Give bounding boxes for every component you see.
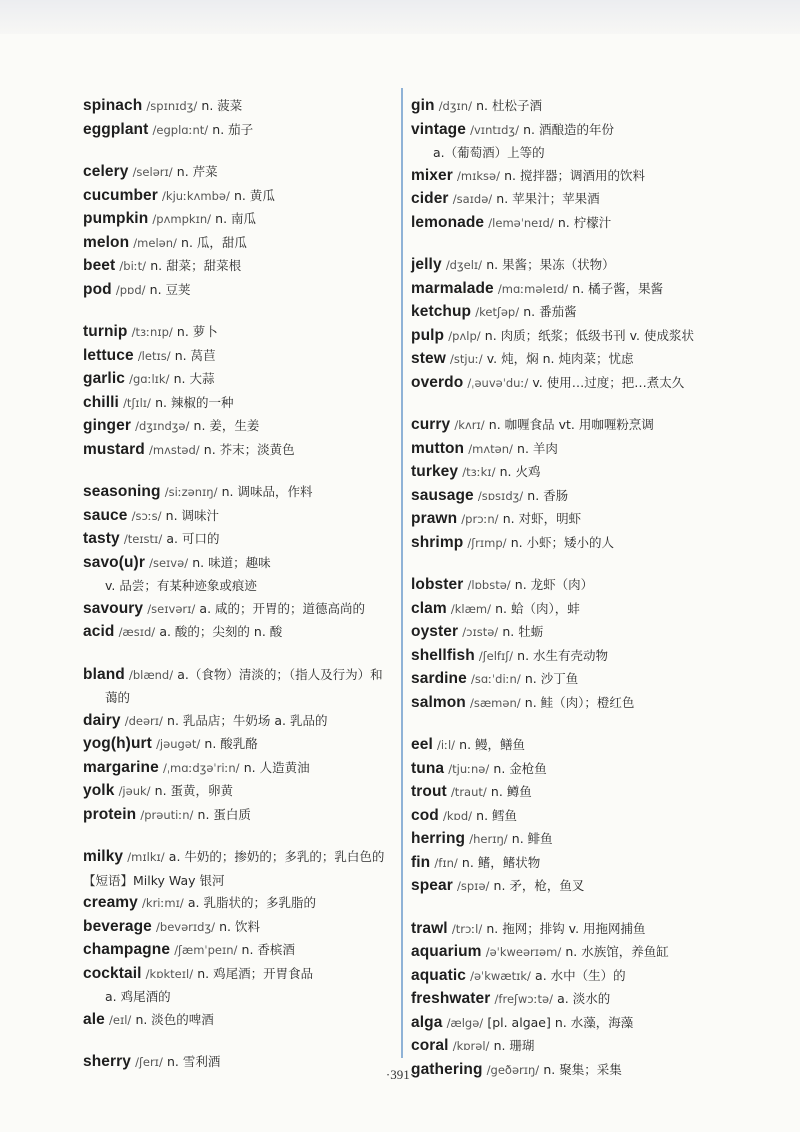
dictionary-entry (411, 692, 751, 716)
dictionary-entry (411, 438, 751, 462)
headword: salmon (411, 693, 466, 711)
dictionary-entry (411, 508, 751, 532)
phonetic: /tɜːnɪp/ (131, 325, 173, 339)
definition: a.（食物）清淡的；（指人及行为）和 (177, 666, 383, 682)
dictionary-entry (83, 95, 393, 119)
definition: n. 金枪鱼 (493, 760, 547, 776)
headword: savoury (83, 599, 144, 617)
dictionary-entry (411, 621, 751, 645)
definition: a. 乳脂状的；多乳脂的 (187, 895, 316, 910)
headword: ginger (83, 417, 131, 434)
headword: savo(u)r (83, 553, 145, 571)
headword: marmalade (411, 279, 494, 297)
headword: cucumber (83, 186, 158, 204)
headword: acid (83, 623, 115, 640)
dictionary-entry (83, 279, 393, 303)
headword: tasty (83, 530, 120, 547)
phonetic: /leməˈneɪd/ (488, 215, 554, 230)
phonetic: /ʃæmˈpeɪn/ (174, 943, 238, 957)
column-divider (401, 88, 403, 1058)
phonetic: /kɒd/ (443, 808, 473, 823)
dictionary-entry (83, 392, 393, 416)
headword: freshwater (411, 990, 491, 1007)
headword: milky (83, 848, 124, 865)
definition: n. 羊肉 (517, 440, 558, 456)
headword: ale (83, 1010, 105, 1028)
dictionary-entry (83, 481, 393, 505)
group-spacer (411, 235, 751, 254)
dictionary-entry (83, 757, 393, 781)
dictionary-entry (411, 805, 751, 829)
phonetic: /ælgə/ (446, 1015, 484, 1030)
phonetic: /dʒɪndʒə/ (135, 419, 190, 433)
phonetic: /traut/ (450, 785, 487, 799)
dictionary-entry (411, 119, 751, 143)
dictionary-entry (83, 846, 393, 870)
phonetic: /biːt/ (119, 259, 147, 273)
dictionary-entry (83, 185, 393, 209)
dictionary-entry (411, 212, 751, 236)
definition: n. 鳗，鳝鱼 (459, 737, 526, 752)
definition: n. 香肠 (527, 487, 569, 503)
phonetic: /mʌstəd/ (149, 442, 200, 457)
phonetic: /stjuː/ (450, 352, 483, 366)
headword: overdo (411, 373, 464, 391)
definition: n. 瓜，甜瓜 (181, 234, 247, 250)
phonetic: /sɒsɪdʒ/ (477, 488, 524, 503)
dictionary-entry (83, 621, 393, 645)
definition: n. 鳟鱼 (490, 784, 532, 799)
phonetic: /klæm/ (450, 601, 491, 616)
headword: dairy (83, 711, 121, 729)
headword: yolk (83, 782, 115, 799)
definition: n. 鸡尾酒；开胃食品 (197, 965, 314, 981)
definition: n. 茄子 (212, 121, 254, 137)
dictionary-entry (411, 574, 751, 598)
group-spacer (83, 142, 393, 161)
dictionary-entry (411, 828, 751, 852)
phonetic: /herɪŋ/ (469, 832, 508, 846)
page-number: ·391· (385, 1067, 415, 1082)
dictionary-entry (83, 780, 393, 804)
headword: trawl (411, 919, 448, 937)
definition: n. 杜松子酒 (476, 98, 542, 113)
dictionary-entry (83, 892, 393, 916)
phonetic: /pʌlp/ (448, 328, 481, 343)
definition: n. 拖网；排钩 v. 用拖网捕鱼 (486, 920, 646, 936)
phonetic: /seɪvə/ (149, 555, 189, 570)
dictionary-entry (411, 734, 751, 758)
phonetic: /gɑːlɪk/ (129, 372, 170, 386)
headword: curry (411, 416, 451, 433)
headword: cider (411, 190, 449, 207)
headword: jelly (411, 256, 442, 273)
dictionary-entry (83, 255, 393, 279)
headword: stew (411, 350, 446, 367)
group-spacer (83, 645, 393, 664)
dictionary-entry (83, 232, 393, 256)
definition: n. 鲑（肉）；橙红色 (524, 694, 635, 710)
phonetic: /fɪn/ (434, 855, 458, 870)
dictionary-entry (83, 415, 393, 439)
phonetic: /sɑːˈdiːn/ (470, 672, 521, 686)
dictionary-entry (411, 941, 751, 965)
phonetic: /ˌəuvəˈduː/ (467, 375, 529, 390)
dictionary-entry (411, 1012, 751, 1036)
headword: shrimp (411, 533, 464, 551)
dictionary-entry (83, 598, 393, 622)
dictionary-entry (83, 963, 393, 987)
definition-continuation: a.（葡萄酒）上等的 (433, 145, 545, 160)
headword: turnip (83, 323, 128, 340)
dictionary-entry (411, 781, 751, 805)
definition: n. 牡蛎 (502, 624, 544, 639)
definition: n. 饮料 (219, 918, 260, 934)
definition: a. 淡水的 (557, 991, 611, 1006)
definition: n. 酒酿造的年份 (523, 121, 614, 137)
phonetic: /pɒd/ (115, 282, 146, 297)
definition: n. 水族馆，养鱼缸 (565, 944, 669, 959)
definition: n. 甜菜；甜菜根 (150, 258, 242, 273)
dictionary-entry (83, 804, 393, 828)
headword: oyster (411, 623, 459, 640)
phonetic: /eɪl/ (109, 1012, 132, 1027)
dictionary-entry (83, 208, 393, 232)
definition: n. 淡色的啤酒 (135, 1011, 214, 1027)
definition: n. 珊瑚 (493, 1038, 535, 1053)
phonetic: /dʒɪn/ (438, 99, 472, 113)
dictionary-entry (411, 372, 751, 396)
definition: n. 大蒜 (173, 371, 215, 386)
dictionary-entry (83, 439, 393, 463)
definition: n. 乳品店；牛奶场 a. 乳品的 (167, 712, 328, 728)
phonetic: /kjuːkʌmbə/ (162, 188, 230, 203)
dictionary-entry (83, 345, 393, 369)
headword: shellfish (411, 646, 475, 664)
headword: gathering (411, 1060, 483, 1078)
dictionary-entry (411, 485, 751, 509)
dictionary-entry (83, 161, 393, 185)
definition-continuation: 蔼的 (105, 690, 131, 705)
dictionary-entry (411, 668, 751, 692)
page-top-band (0, 0, 800, 34)
dictionary-entry (83, 505, 393, 529)
dictionary-entry (411, 95, 751, 119)
dictionary-entry (411, 188, 751, 212)
definition: a. 咸的；开胃的；道德高尚的 (199, 600, 366, 616)
headword: margarine (83, 758, 159, 776)
headword: cod (411, 806, 439, 824)
definition: n. 水生有壳动物 (517, 647, 609, 663)
definition: n. 酸乳酪 (204, 736, 258, 751)
definition: n. 对虾，明虾 (502, 511, 582, 526)
headword: ketchup (411, 303, 472, 320)
definition: n. 鳕鱼 (476, 807, 518, 823)
headword: cocktail (83, 964, 142, 982)
phonetic: /bevərɪdʒ/ (156, 919, 215, 934)
definition: n. 蛤（肉），蚌 (495, 600, 580, 616)
definition: n. 萝卜 (176, 324, 218, 339)
phonetic: /prɔːn/ (461, 512, 499, 526)
phonetic: /iːl/ (437, 738, 456, 752)
phonetic: /spɪə/ (457, 879, 490, 893)
definition: n. 辣椒的一种 (155, 394, 234, 410)
group-spacer (83, 1032, 393, 1051)
definition: n. 南瓜 (215, 211, 257, 226)
phonetic: /letɪs/ (137, 348, 171, 363)
headword: spinach (83, 97, 143, 114)
phonetic: /jəuk/ (118, 784, 151, 798)
dictionary-entry (411, 852, 751, 876)
definition: n. 蛋白质 (197, 806, 251, 822)
dictionary-entry (411, 988, 751, 1012)
phonetic: /teɪstɪ/ (123, 532, 163, 546)
definition: n. 果酱；果冻（状物） (486, 257, 615, 272)
phonetic: /ˌmɑːdʒəˈriːn/ (163, 760, 240, 775)
headword: pumpkin (83, 210, 149, 227)
phonetic: /mɪksə/ (457, 168, 500, 183)
dictionary-entry (411, 598, 751, 622)
headword: lobster (411, 576, 464, 593)
headword: mutton (411, 439, 465, 457)
dictionary-entry (411, 1035, 751, 1059)
definition: a. 酸的；尖刻的 n. 酸 (159, 624, 283, 639)
dictionary-entry (83, 733, 393, 757)
headword: lemonade (411, 213, 485, 231)
dictionary-entry (83, 1009, 393, 1033)
group-spacer (83, 827, 393, 846)
definition: n. 搅拌器；调酒用的饮料 (504, 167, 645, 183)
dictionary-entry (411, 532, 751, 556)
headword: yog(h)urt (83, 735, 152, 752)
dictionary-entry (411, 875, 751, 899)
phonetic: /tjuːnə/ (448, 761, 490, 776)
phonetic: /siːzənɪŋ/ (164, 485, 218, 499)
dictionary-entry (83, 710, 393, 734)
definition: a. 可口的 (166, 531, 220, 546)
headword: beverage (83, 917, 152, 935)
phonetic: /saɪdə/ (452, 192, 493, 206)
phonetic: /ʃelfɪʃ/ (478, 648, 513, 663)
phonetic: /mɪlkɪ/ (127, 850, 165, 864)
group-spacer (411, 555, 751, 574)
definition: n. 橘子酱，果酱 (572, 280, 664, 296)
phonetic: /kriːmɪ/ (142, 896, 184, 910)
headword: prawn (411, 510, 458, 527)
headword: clam (411, 599, 447, 617)
phonetic: /tʃɪlɪ/ (123, 395, 151, 410)
right-column (411, 95, 751, 1082)
phonetic: /ʃrɪmp/ (467, 535, 507, 550)
definition: n. 苹果汁；苹果酒 (496, 191, 600, 206)
definition: n. 鲱鱼 (511, 831, 553, 846)
headword: tuna (411, 759, 445, 777)
phonetic: /trɔːl/ (451, 921, 483, 936)
headword: fin (411, 853, 431, 871)
headword: alga (411, 1013, 443, 1031)
phonetic: /ɔɪstə/ (462, 625, 499, 639)
group-spacer (411, 395, 751, 414)
definition: n. 沙丁鱼 (524, 671, 579, 686)
headword: aquatic (411, 966, 466, 984)
phonetic: /əˈkwætɪk/ (470, 968, 531, 983)
phonetic: /vɪntɪdʒ/ (470, 122, 519, 137)
phonetic: /sɔːs/ (131, 508, 162, 523)
group-spacer (83, 462, 393, 481)
definition: n. 味道；趣味 (192, 554, 271, 570)
definition: n. 姜，生姜 (193, 418, 260, 433)
dictionary-entry (83, 552, 393, 576)
dictionary-entry (411, 758, 751, 782)
headword: mustard (83, 440, 145, 458)
definition: n. 番茄酱 (523, 304, 577, 319)
definition: n. 柠檬汁 (557, 214, 612, 230)
headword: celery (83, 163, 129, 180)
group-spacer (411, 715, 751, 734)
dictionary-entry (411, 645, 751, 669)
headword: melon (83, 233, 130, 251)
headword: gin (411, 97, 435, 114)
dictionary-entry (411, 278, 751, 302)
dictionary-entry (411, 165, 751, 189)
phonetic: /geðərɪŋ/ (486, 1062, 540, 1077)
phonetic: /sæmən/ (470, 695, 521, 710)
definition-continuation: a. 鸡尾酒的 (105, 989, 171, 1004)
group-spacer (411, 899, 751, 918)
headword: aquarium (411, 943, 482, 960)
phonetic: /dʒelɪ/ (445, 258, 483, 272)
definition: n. 莴苣 (174, 347, 216, 363)
phonetic: /mʌtən/ (468, 441, 513, 456)
definition: n. 小虾；矮小的人 (510, 534, 615, 550)
phonetic: /kʌrɪ/ (454, 418, 485, 432)
definition: n. 咖喱食品 vt. 用咖喱粉烹调 (488, 417, 654, 432)
definition-continuation: v. 品尝；有某种迹象或痕迹 (105, 578, 257, 593)
definition: a. 牛奶的；掺奶的；多乳的；乳白色的 (168, 849, 385, 864)
definition-continuation: 【短语】Milky Way 银河 (83, 872, 225, 888)
headword: sardine (411, 670, 467, 687)
definition: n. 鳍，鳍状物 (461, 854, 541, 870)
dictionary-entry (83, 528, 393, 552)
dictionary-entry (411, 918, 751, 942)
headword: lettuce (83, 346, 134, 364)
headword: seasoning (83, 483, 161, 500)
phonetic: /əˈkweərɪəm/ (485, 945, 562, 959)
phonetic: /prəutiːn/ (140, 807, 194, 822)
headword: spear (411, 877, 453, 894)
dictionary-entry (83, 939, 393, 963)
phonetic: /tɜːkɪ/ (462, 465, 496, 479)
definition: n. 矛，枪，鱼叉 (493, 878, 585, 893)
dictionary-entry (411, 301, 751, 325)
headword: vintage (411, 120, 466, 138)
definition: n. 黄瓜 (233, 187, 275, 203)
headword: sherry (83, 1053, 131, 1070)
phonetic: /æsɪd/ (118, 625, 156, 639)
headword: turkey (411, 463, 459, 480)
definition: n. 芹菜 (176, 164, 218, 179)
headword: eggplant (83, 120, 149, 138)
definition: n. 肉质；纸浆；低级书刊 v. 使成浆状 (484, 327, 694, 343)
definition: v. 炖，焖 n. 炖肉菜；忧虑 (486, 351, 634, 366)
definition: n. 龙虾（肉） (514, 577, 594, 592)
dictionary-entry (83, 368, 393, 392)
definition: [pl. algae] n. 水藻，海藻 (487, 1014, 634, 1030)
definition: n. 火鸡 (499, 464, 541, 479)
dictionary-entry (83, 664, 393, 688)
phonetic: /lɒbstə/ (467, 578, 511, 592)
dictionary-entry (83, 119, 393, 143)
phonetic: /jəugət/ (156, 737, 201, 751)
dictionary-entry (83, 916, 393, 940)
definition: n. 雪利酒 (166, 1054, 221, 1069)
definition: n. 人造黄油 (243, 759, 310, 775)
headword: pulp (411, 326, 445, 344)
left-column (83, 95, 393, 1075)
definition: n. 调味品，作料 (221, 484, 313, 499)
dictionary-entry (83, 321, 393, 345)
phonetic: /deərɪ/ (124, 713, 163, 728)
headword: coral (411, 1037, 449, 1054)
headword: beet (83, 257, 116, 274)
phonetic: /kɒkteɪl/ (145, 966, 194, 981)
definition: a. 水中（生）的 (535, 967, 626, 983)
headword: creamy (83, 894, 138, 911)
phonetic: /pʌmpkɪn/ (152, 212, 211, 226)
dictionary-entry (411, 965, 751, 989)
headword: pod (83, 280, 112, 298)
definition: n. 香槟酒 (241, 942, 295, 957)
definition: n. 豆荚 (149, 281, 191, 297)
headword: trout (411, 783, 447, 800)
phonetic: /blænd/ (128, 667, 174, 682)
dictionary-entry (411, 254, 751, 278)
headword: chilli (83, 393, 119, 411)
headword: sausage (411, 486, 474, 504)
dictionary-entry (411, 461, 751, 485)
definition: n. 芥末；淡黄色 (203, 441, 295, 457)
headword: mixer (411, 166, 453, 184)
dictionary-entry (411, 325, 751, 349)
headword: protein (83, 805, 137, 823)
phonetic: /ʃerɪ/ (135, 1055, 163, 1069)
dictionary-entry (411, 348, 751, 372)
headword: herring (411, 830, 466, 847)
headword: garlic (83, 370, 125, 387)
definition: n. 调味汁 (165, 507, 220, 523)
phonetic: /selərɪ/ (132, 165, 173, 179)
headword: bland (83, 665, 125, 683)
definition: v. 使用…过度；把…煮太久 (532, 374, 685, 390)
dictionary-entry (411, 414, 751, 438)
phonetic: /ketʃəp/ (475, 305, 520, 319)
phonetic: /spɪnɪdʒ/ (146, 99, 198, 113)
phonetic: /egplɑːnt/ (152, 122, 209, 137)
headword: champagne (83, 941, 171, 958)
phonetic: /kɒrəl/ (452, 1039, 490, 1053)
headword: sauce (83, 506, 128, 524)
phonetic: /freʃwɔːtə/ (494, 992, 553, 1006)
phonetic: /mɑːməleɪd/ (497, 281, 569, 296)
phonetic: /melən/ (133, 235, 177, 250)
group-spacer (83, 302, 393, 321)
definition: n. 聚集；采集 (543, 1061, 622, 1077)
definition: n. 蛋黄，卵黄 (154, 783, 234, 798)
phonetic: /seɪvərɪ/ (147, 601, 196, 616)
headword: eel (411, 736, 433, 753)
definition: n. 菠菜 (201, 98, 243, 113)
